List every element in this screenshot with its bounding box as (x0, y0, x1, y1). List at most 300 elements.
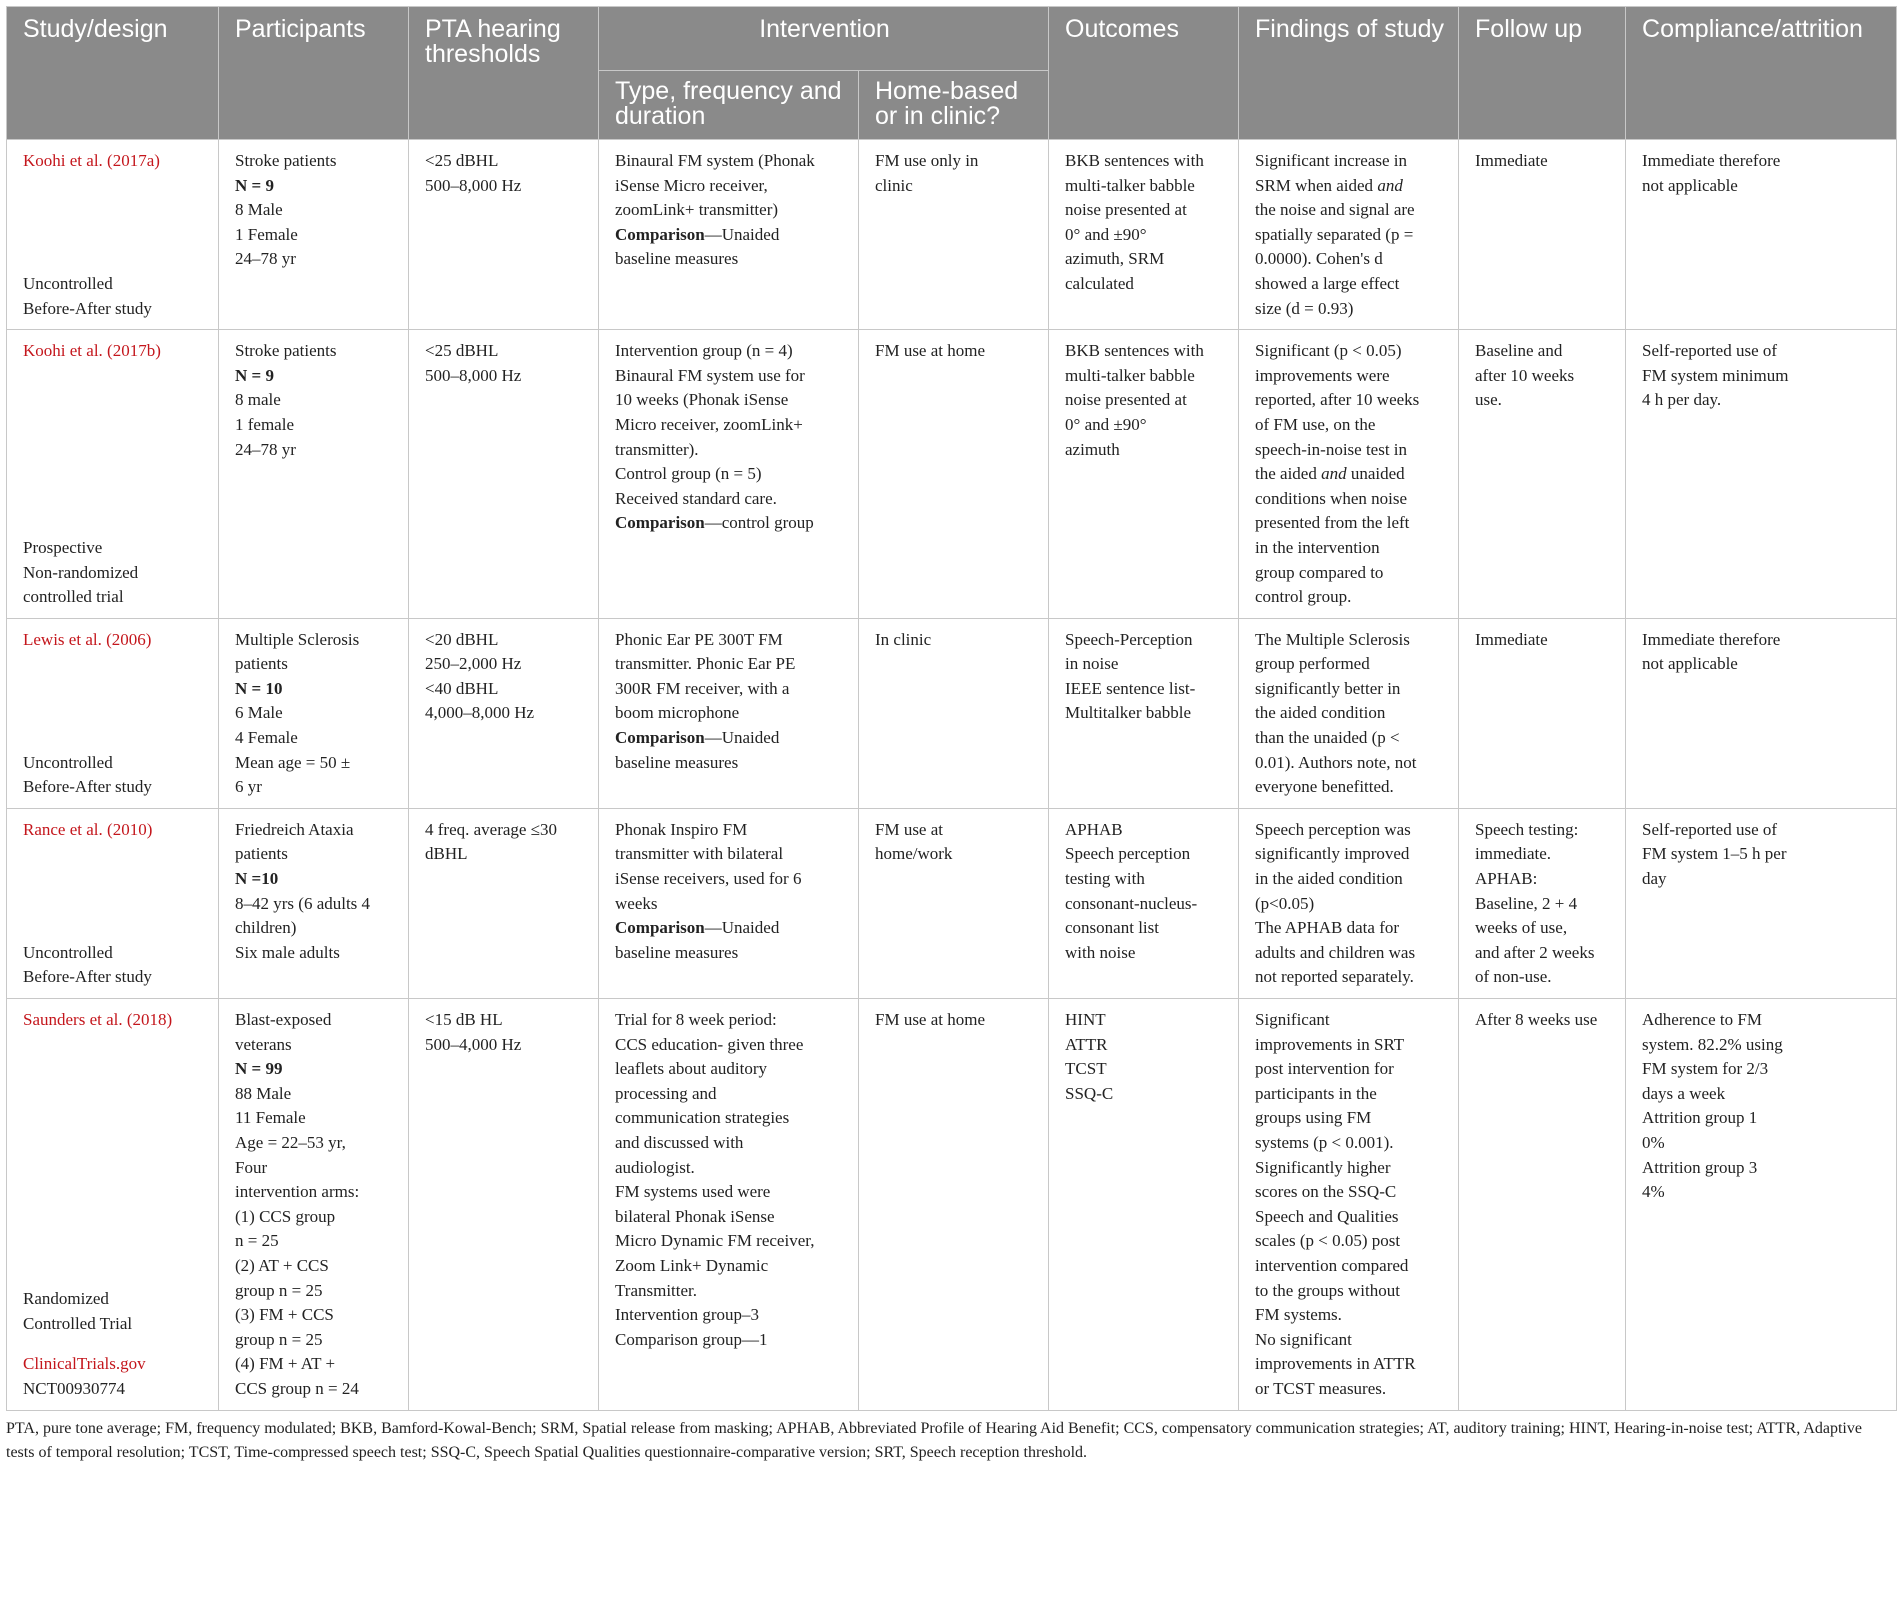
design-line: Non-randomized (23, 562, 139, 582)
cell-participants-line: 24–78 yr (235, 439, 296, 459)
cell-findings-line: intervention compared (1255, 1255, 1409, 1275)
cell-pta-line: <25 dBHL (425, 341, 499, 361)
table-container (6, 6, 1896, 1465)
cell-intervention-type-line: communication strategies (615, 1108, 790, 1128)
cell-outcomes-line: APHAB (1065, 819, 1123, 839)
cell-intervention-type-line: baseline measures (615, 752, 739, 772)
study-design (23, 536, 206, 610)
cell-findings-line: The APHAB data for (1255, 918, 1400, 938)
cell-findings-line: FM systems. (1255, 1305, 1342, 1325)
table-row (7, 140, 1897, 330)
cell-outcomes-line: azimuth (1065, 439, 1120, 459)
cell-intervention-type-line: 10 weeks (Phonak iSense (615, 390, 789, 410)
cell-participants-line: 24–78 yr (235, 249, 296, 269)
cell-outcomes-line: SSQ-C (1065, 1083, 1114, 1103)
reference-author[interactable]: Koohi et al. ( (23, 341, 113, 361)
cell-participants-line: group n = 25 (235, 1280, 323, 1300)
cell-outcomes-line: ATTR (1065, 1034, 1108, 1054)
cell-follow-up-line: APHAB: (1475, 869, 1538, 889)
cell-outcomes-line: BKB sentences with (1065, 151, 1204, 170)
study-design (23, 751, 206, 800)
cell-intervention-type-line: Comparison—Unaided (615, 224, 780, 244)
cell-intervention-type-line: iSense receivers, used for 6 (615, 869, 802, 889)
cell-participants-line: 8 male (235, 390, 281, 410)
cell-outcomes (1049, 140, 1239, 330)
cell-outcomes-line: Speech-Perception (1065, 629, 1193, 649)
cell-findings-line: improvements in SRT (1255, 1034, 1405, 1054)
cell-findings-line: Speech and Qualities (1255, 1206, 1399, 1226)
cell-participants (219, 330, 409, 619)
cell-pta-line: <25 dBHL (425, 151, 499, 170)
cell-compliance-line: Immediate therefore (1642, 629, 1781, 649)
study-reference[interactable] (23, 628, 206, 653)
cell-intervention-type-line: zoomLink+ transmitter) (615, 200, 779, 220)
cell-follow-up (1459, 330, 1626, 619)
cell-findings (1239, 808, 1459, 998)
cell-findings-line: Significantly higher (1255, 1157, 1391, 1177)
cell-compliance-line: Immediate therefore (1642, 151, 1781, 170)
cell-follow-up-line: after 10 weeks (1475, 365, 1575, 385)
study-reference[interactable] (23, 818, 206, 843)
cell-findings-line: Significant (1255, 1010, 1330, 1029)
cell-intervention-setting-line: In clinic (875, 629, 932, 649)
cell-compliance-line: system. 82.2% using (1642, 1034, 1783, 1054)
reference-author[interactable]: Saunders et al. ( (23, 1010, 133, 1029)
reference-close: ) (154, 151, 160, 170)
cell-participants-line: 1 female (235, 414, 294, 434)
cell-findings-line: The Multiple Sclerosis (1255, 629, 1410, 649)
cell-outcomes (1049, 999, 1239, 1411)
cell-intervention-type-line: Phonak Inspiro FM (615, 819, 748, 839)
design-line: Uncontrolled (23, 273, 113, 293)
table-footnote: PTA, pure tone average; FM, frequency modulated; BKB, Bamford-Kowal-Bench; SRM, Spatial release from masking; APHAB, Abbreviated Profile of Hearing Aid Benefit; CCS, compensatory communication strategies; AT, auditory training; HINT, Hearing-in-noise test; ATTR, Adaptive tests of temporal resolution; TCST, Time-compressed speech test; SSQ-C, Speech Spatial Qualities questionnaire-comparative version; SRT, Speech reception threshold. (6, 1419, 1862, 1461)
cell-participants-line: N =10 (235, 869, 279, 889)
cell-pta-line: dBHL (425, 844, 468, 864)
cell-pta (409, 618, 599, 808)
cell-outcomes (1049, 808, 1239, 998)
table-row (7, 330, 1897, 619)
header-follow-up: Follow up (1459, 7, 1626, 140)
cell-intervention-type-line: Micro Dynamic FM receiver, (615, 1231, 815, 1251)
cell-intervention-type-line: Intervention group (n = 4) (615, 341, 793, 361)
cell-outcomes-line: consonant-nucleus- (1065, 893, 1198, 913)
cell-pta (409, 140, 599, 330)
cell-follow-up-line: Immediate (1475, 629, 1548, 649)
cell-outcomes-line: Speech perception (1065, 844, 1191, 864)
cell-compliance (1626, 808, 1897, 998)
cell-compliance-line: FM system 1–5 h per (1642, 844, 1787, 864)
cell-findings-line: size (d = 0.93) (1255, 298, 1354, 318)
cell-study-design (7, 618, 219, 808)
header-participants: Participants (219, 7, 409, 140)
header-intervention: Intervention (599, 7, 1049, 71)
cell-participants-line: (1) CCS group (235, 1206, 336, 1226)
cell-intervention-type (599, 618, 859, 808)
cell-participants-line: N = 9 (235, 175, 274, 195)
cell-study-design (7, 999, 219, 1411)
cell-outcomes-line: BKB sentences with (1065, 341, 1204, 361)
header-compliance: Compliance/attrition (1626, 7, 1897, 140)
study-reference[interactable] (23, 149, 206, 174)
design-line: Before-After study (23, 967, 152, 987)
cell-participants-line: 4 Female (235, 728, 298, 748)
cell-outcomes-line: IEEE sentence list- (1065, 678, 1196, 698)
cell-follow-up-line: and after 2 weeks (1475, 942, 1595, 962)
reference-author[interactable]: Lewis et al. ( (23, 629, 112, 649)
cell-findings-line: in the aided condition (1255, 869, 1403, 889)
cell-findings-line: the noise and signal are (1255, 200, 1415, 220)
cell-findings-line: the aided and unaided (1255, 464, 1405, 484)
cell-participants-line: n = 25 (235, 1231, 279, 1251)
cell-compliance-line: Self-reported use of (1642, 341, 1778, 361)
cell-intervention-type-line: Received standard care. (615, 488, 777, 508)
cell-intervention-setting-line: FM use at home (875, 1010, 986, 1029)
cell-pta (409, 808, 599, 998)
cell-findings-line: group compared to (1255, 562, 1384, 582)
header-outcomes: Outcomes (1049, 7, 1239, 140)
cell-participants-line: Six male adults (235, 942, 340, 962)
cell-participants-line: Blast-exposed (235, 1010, 332, 1029)
cell-participants-line: 8–42 yrs (6 adults 4 (235, 893, 371, 913)
cell-intervention-type-line: bilateral Phonak iSense (615, 1206, 775, 1226)
cell-intervention-type-line: Comparison—control group (615, 513, 814, 533)
design-line: Uncontrolled (23, 752, 113, 772)
cell-findings-line: Speech perception was (1255, 819, 1411, 839)
cell-compliance (1626, 330, 1897, 619)
cell-outcomes-line: Multitalker babble (1065, 703, 1192, 723)
cell-intervention-type (599, 808, 859, 998)
cell-compliance-line: day (1642, 869, 1667, 889)
cell-pta-line: <40 dBHL (425, 678, 499, 698)
cell-outcomes-line: 0° and ±90° (1065, 414, 1147, 434)
cell-participants-line: Friedreich Ataxia (235, 819, 354, 839)
cell-pta-line: 500–4,000 Hz (425, 1034, 522, 1054)
cell-findings-line: of FM use, on the (1255, 414, 1376, 434)
header-findings: Findings of study (1239, 7, 1459, 140)
cell-follow-up-line: Immediate (1475, 151, 1548, 170)
cell-intervention-type-line: Zoom Link+ Dynamic (615, 1255, 769, 1275)
cell-participants-line: 1 Female (235, 224, 298, 244)
cell-intervention-setting (859, 808, 1049, 998)
cell-intervention-type-line: transmitter with bilateral (615, 844, 784, 864)
cell-intervention-setting-line: FM use at (875, 819, 943, 839)
cell-intervention-type-line: Transmitter. (615, 1280, 698, 1300)
cell-compliance-line: days a week (1642, 1083, 1726, 1103)
cell-intervention-setting (859, 618, 1049, 808)
cell-participants-line: CCS group n = 24 (235, 1378, 359, 1398)
cell-pta-line: 250–2,000 Hz (425, 654, 522, 674)
cell-findings-line: Significant increase in (1255, 151, 1408, 170)
cell-compliance (1626, 140, 1897, 330)
cell-outcomes (1049, 618, 1239, 808)
cell-outcomes-line: noise presented at (1065, 200, 1187, 220)
design-line: Before-After study (23, 298, 152, 318)
design-line: controlled trial (23, 587, 124, 607)
header-study-design: Study/design (7, 7, 219, 140)
cell-intervention-type-line: FM systems used were (615, 1182, 771, 1202)
cell-participants-line: N = 10 (235, 678, 283, 698)
cell-findings-line: (p<0.05) (1255, 893, 1315, 913)
cell-follow-up-line: Speech testing: (1475, 819, 1579, 839)
cell-outcomes (1049, 330, 1239, 619)
cell-participants-line: group n = 25 (235, 1329, 323, 1349)
cell-participants-line: Mean age = 50 ± (235, 752, 351, 772)
cell-outcomes-line: TCST (1065, 1059, 1107, 1079)
cell-participants-line: 88 Male (235, 1083, 292, 1103)
cell-participants-line: N = 99 (235, 1059, 283, 1079)
cell-findings-line: or TCST measures. (1255, 1378, 1387, 1398)
table-row (7, 618, 1897, 808)
cell-compliance (1626, 999, 1897, 1411)
cell-follow-up (1459, 140, 1626, 330)
cell-findings-line: to the groups without (1255, 1280, 1400, 1300)
cell-participants-line: intervention arms: (235, 1182, 360, 1202)
cell-findings-line: 0.01). Authors note, not (1255, 752, 1417, 772)
cell-compliance-line: 4% (1642, 1182, 1665, 1202)
cell-participants (219, 999, 409, 1411)
cell-compliance-line: FM system for 2/3 (1642, 1059, 1769, 1079)
cell-findings (1239, 330, 1459, 619)
cell-pta (409, 330, 599, 619)
cell-outcomes-line: multi-talker babble (1065, 365, 1195, 385)
cell-intervention-type-line: Binaural FM system use for (615, 365, 805, 385)
cell-compliance-line: Adherence to FM (1642, 1010, 1762, 1029)
cell-intervention-type-line: processing and (615, 1083, 717, 1103)
cell-follow-up (1459, 808, 1626, 998)
cell-findings-line: scales (p < 0.05) post (1255, 1231, 1401, 1251)
reference-year-link[interactable]: 2017b (112, 341, 156, 361)
cell-findings-line: systems (p < 0.001). (1255, 1132, 1394, 1152)
cell-outcomes-line: calculated (1065, 273, 1134, 293)
cell-participants-line: patients (235, 654, 288, 674)
reference-author[interactable]: Koohi et al. ( (23, 151, 113, 170)
cell-compliance-line: not applicable (1642, 175, 1738, 195)
cell-pta-line: <20 dBHL (425, 629, 499, 649)
cell-follow-up-line: Baseline, 2 + 4 (1475, 893, 1578, 913)
cell-intervention-type-line: leaflets about auditory (615, 1059, 768, 1079)
cell-participants-line: 8 Male (235, 200, 283, 220)
cell-findings-line: in the intervention (1255, 537, 1380, 557)
cell-intervention-type-line: audiologist. (615, 1157, 695, 1177)
reference-year-link[interactable]: 2010 (112, 819, 147, 839)
cell-intervention-setting-line: clinic (875, 175, 913, 195)
cell-findings-line: 0.0000). Cohen's d (1255, 249, 1383, 269)
cell-intervention-setting (859, 140, 1049, 330)
cell-intervention-type-line: transmitter. Phonic Ear PE (615, 654, 796, 674)
cell-follow-up-line: immediate. (1475, 844, 1552, 864)
reference-author[interactable]: Rance et al. ( (23, 819, 113, 839)
reference-year-link[interactable]: 2006 (111, 629, 146, 649)
cell-compliance-line: FM system minimum (1642, 365, 1789, 385)
reference-close: ) (146, 819, 153, 839)
cell-findings-line: not reported separately. (1255, 967, 1414, 987)
cell-intervention-type-line: boom microphone (615, 703, 740, 723)
cell-compliance (1626, 618, 1897, 808)
cell-findings-line: reported, after 10 weeks (1255, 390, 1420, 410)
cell-findings-line: No significant (1255, 1329, 1352, 1349)
cell-outcomes-line: HINT (1065, 1010, 1106, 1029)
cell-compliance-line: not applicable (1642, 654, 1738, 674)
cell-findings-line: showed a large effect (1255, 273, 1400, 293)
cell-intervention-type-line: Comparison group—1 (615, 1329, 768, 1349)
cell-participants-line: 6 Male (235, 703, 283, 723)
design-line: Randomized (23, 1289, 109, 1309)
cell-compliance-line: Attrition group 1 (1642, 1108, 1758, 1128)
cell-findings-line: than the unaided (p < (1255, 728, 1400, 748)
cell-outcomes-line: with noise (1065, 942, 1136, 962)
cell-findings-line: spatially separated (p = (1255, 224, 1414, 244)
cell-intervention-type-line: and discussed with (615, 1132, 744, 1152)
cell-intervention-setting-line: home/work (875, 844, 953, 864)
cell-pta (409, 999, 599, 1411)
cell-intervention-type-line: baseline measures (615, 942, 739, 962)
cell-outcomes-line: noise presented at (1065, 390, 1187, 410)
cell-intervention-type-line: Binaural FM system (Phonak (615, 151, 815, 170)
cell-findings-line: SRM when aided and (1255, 175, 1403, 195)
cell-outcomes-line: testing with (1065, 869, 1145, 889)
cell-findings (1239, 140, 1459, 330)
design-line: Uncontrolled (23, 942, 113, 962)
cell-intervention-type-line: baseline measures (615, 249, 739, 269)
registry-id: NCT00930774 (23, 1378, 125, 1398)
cell-intervention-type (599, 999, 859, 1411)
cell-participants-line: (2) AT + CCS (235, 1255, 329, 1275)
cell-pta-line: 500–8,000 Hz (425, 175, 522, 195)
cell-study-design (7, 140, 219, 330)
cell-participants-line: (3) FM + CCS (235, 1305, 334, 1325)
cell-follow-up-line: use. (1475, 390, 1502, 410)
cell-participants-line: (4) FM + AT + (235, 1354, 336, 1374)
cell-compliance-line: Self-reported use of (1642, 819, 1778, 839)
cell-follow-up-line: Baseline and (1475, 341, 1563, 361)
cell-findings-line: group performed (1255, 654, 1370, 674)
cell-follow-up (1459, 618, 1626, 808)
cell-participants-line: N = 9 (235, 365, 274, 385)
cell-participants-line: veterans (235, 1034, 292, 1054)
cell-intervention-type-line: transmitter). (615, 439, 699, 459)
reference-year-link[interactable]: 2017a (112, 151, 155, 170)
cell-compliance-line: 4 h per day. (1642, 390, 1722, 410)
reference-close: ) (145, 629, 152, 649)
cell-pta-line: <15 dB HL (425, 1010, 503, 1029)
cell-participants (219, 140, 409, 330)
cell-findings-line: Significant (p < 0.05) (1255, 341, 1402, 361)
cell-participants-line: Stroke patients (235, 341, 337, 361)
cell-pta-line: 500–8,000 Hz (425, 365, 522, 385)
cell-follow-up (1459, 999, 1626, 1411)
study-reference[interactable] (23, 339, 206, 364)
cell-outcomes-line: in noise (1065, 654, 1119, 674)
cell-findings-line: conditions when noise (1255, 488, 1408, 508)
cell-follow-up-line: weeks of use, (1475, 918, 1568, 938)
cell-participants-line: children) (235, 918, 297, 938)
cell-intervention-type-line: weeks (615, 893, 658, 913)
cell-findings-line: scores on the SSQ-C (1255, 1182, 1397, 1202)
cell-findings (1239, 999, 1459, 1411)
cell-intervention-type-line: Trial for 8 week period: (615, 1010, 777, 1029)
cell-participants-line: Four (235, 1157, 268, 1177)
cell-intervention-type-line: Phonic Ear PE 300T FM (615, 629, 783, 649)
cell-compliance-line: Attrition group 3 (1642, 1157, 1758, 1177)
reference-year-link[interactable]: 2018 (132, 1010, 167, 1029)
cell-intervention-type (599, 140, 859, 330)
table-body (7, 140, 1897, 1411)
study-design (23, 1287, 206, 1401)
cell-participants-line: Age = 22–53 yr, (235, 1132, 346, 1152)
reference-close: ) (166, 1010, 173, 1029)
study-design (23, 272, 206, 321)
reference-close: ) (155, 341, 161, 361)
cell-follow-up-line: of non-use. (1475, 967, 1552, 987)
cell-intervention-setting (859, 999, 1049, 1411)
table-row (7, 999, 1897, 1411)
cell-intervention-type-line: Comparison—Unaided (615, 728, 780, 748)
cell-findings-line: improvements were (1255, 365, 1390, 385)
cell-findings-line: presented from the left (1255, 513, 1410, 533)
cell-participants (219, 808, 409, 998)
cell-findings-line: improvements in ATTR (1255, 1354, 1416, 1374)
cell-pta-line: 4,000–8,000 Hz (425, 703, 535, 723)
header-pta: PTA hearing thresholds (409, 7, 599, 140)
cell-follow-up-line: After 8 weeks use (1475, 1010, 1598, 1029)
cell-participants-line: Stroke patients (235, 151, 337, 170)
cell-participants-line: Multiple Sclerosis (235, 629, 360, 649)
cell-findings-line: post intervention for (1255, 1059, 1394, 1079)
cell-findings-line: groups using FM (1255, 1108, 1372, 1128)
cell-findings-line: adults and children was (1255, 942, 1416, 962)
cell-intervention-type-line: 300R FM receiver, with a (615, 678, 790, 698)
design-line: Prospective (23, 537, 103, 557)
cell-outcomes-line: consonant list (1065, 918, 1159, 938)
header-intervention-setting: Home-based or in clinic? (859, 71, 1049, 140)
cell-intervention-type-line: Control group (n = 5) (615, 464, 762, 484)
cell-pta-line: 4 freq. average ≤30 (425, 819, 558, 839)
cell-intervention-type (599, 330, 859, 619)
registry-link[interactable]: ClinicalTrials.gov (23, 1354, 146, 1374)
studies-table (6, 6, 1897, 1411)
cell-intervention-setting-line: FM use only in (875, 151, 979, 170)
cell-participants-line: patients (235, 844, 288, 864)
cell-findings (1239, 618, 1459, 808)
cell-findings-line: speech-in-noise test in (1255, 439, 1408, 459)
cell-outcomes-line: multi-talker babble (1065, 175, 1195, 195)
cell-outcomes-line: 0° and ±90° (1065, 224, 1147, 244)
cell-intervention-type-line: Intervention group–3 (615, 1305, 759, 1325)
study-design (23, 941, 206, 990)
cell-intervention-type-line: Comparison—Unaided (615, 918, 780, 938)
cell-compliance-line: 0% (1642, 1132, 1665, 1152)
cell-findings-line: control group. (1255, 587, 1352, 607)
cell-intervention-setting (859, 330, 1049, 619)
cell-findings-line: everyone benefitted. (1255, 777, 1394, 797)
cell-participants (219, 618, 409, 808)
table-row (7, 808, 1897, 998)
design-line: Controlled Trial (23, 1313, 133, 1333)
study-reference[interactable] (23, 1008, 206, 1033)
cell-participants-line: 11 Female (235, 1108, 306, 1128)
cell-findings-line: significantly better in (1255, 678, 1401, 698)
header-intervention-type: Type, frequency and duration (599, 71, 859, 140)
cell-findings-line: significantly improved (1255, 844, 1410, 864)
cell-outcomes-line: azimuth, SRM (1065, 249, 1165, 269)
cell-participants-line: 6 yr (235, 777, 262, 797)
cell-study-design (7, 330, 219, 619)
cell-study-design (7, 808, 219, 998)
cell-intervention-type-line: iSense Micro receiver, (615, 175, 768, 195)
cell-intervention-type-line: CCS education- given three (615, 1034, 804, 1054)
cell-intervention-type-line: Micro receiver, zoomLink+ (615, 414, 803, 434)
cell-findings-line: participants in the (1255, 1083, 1377, 1103)
